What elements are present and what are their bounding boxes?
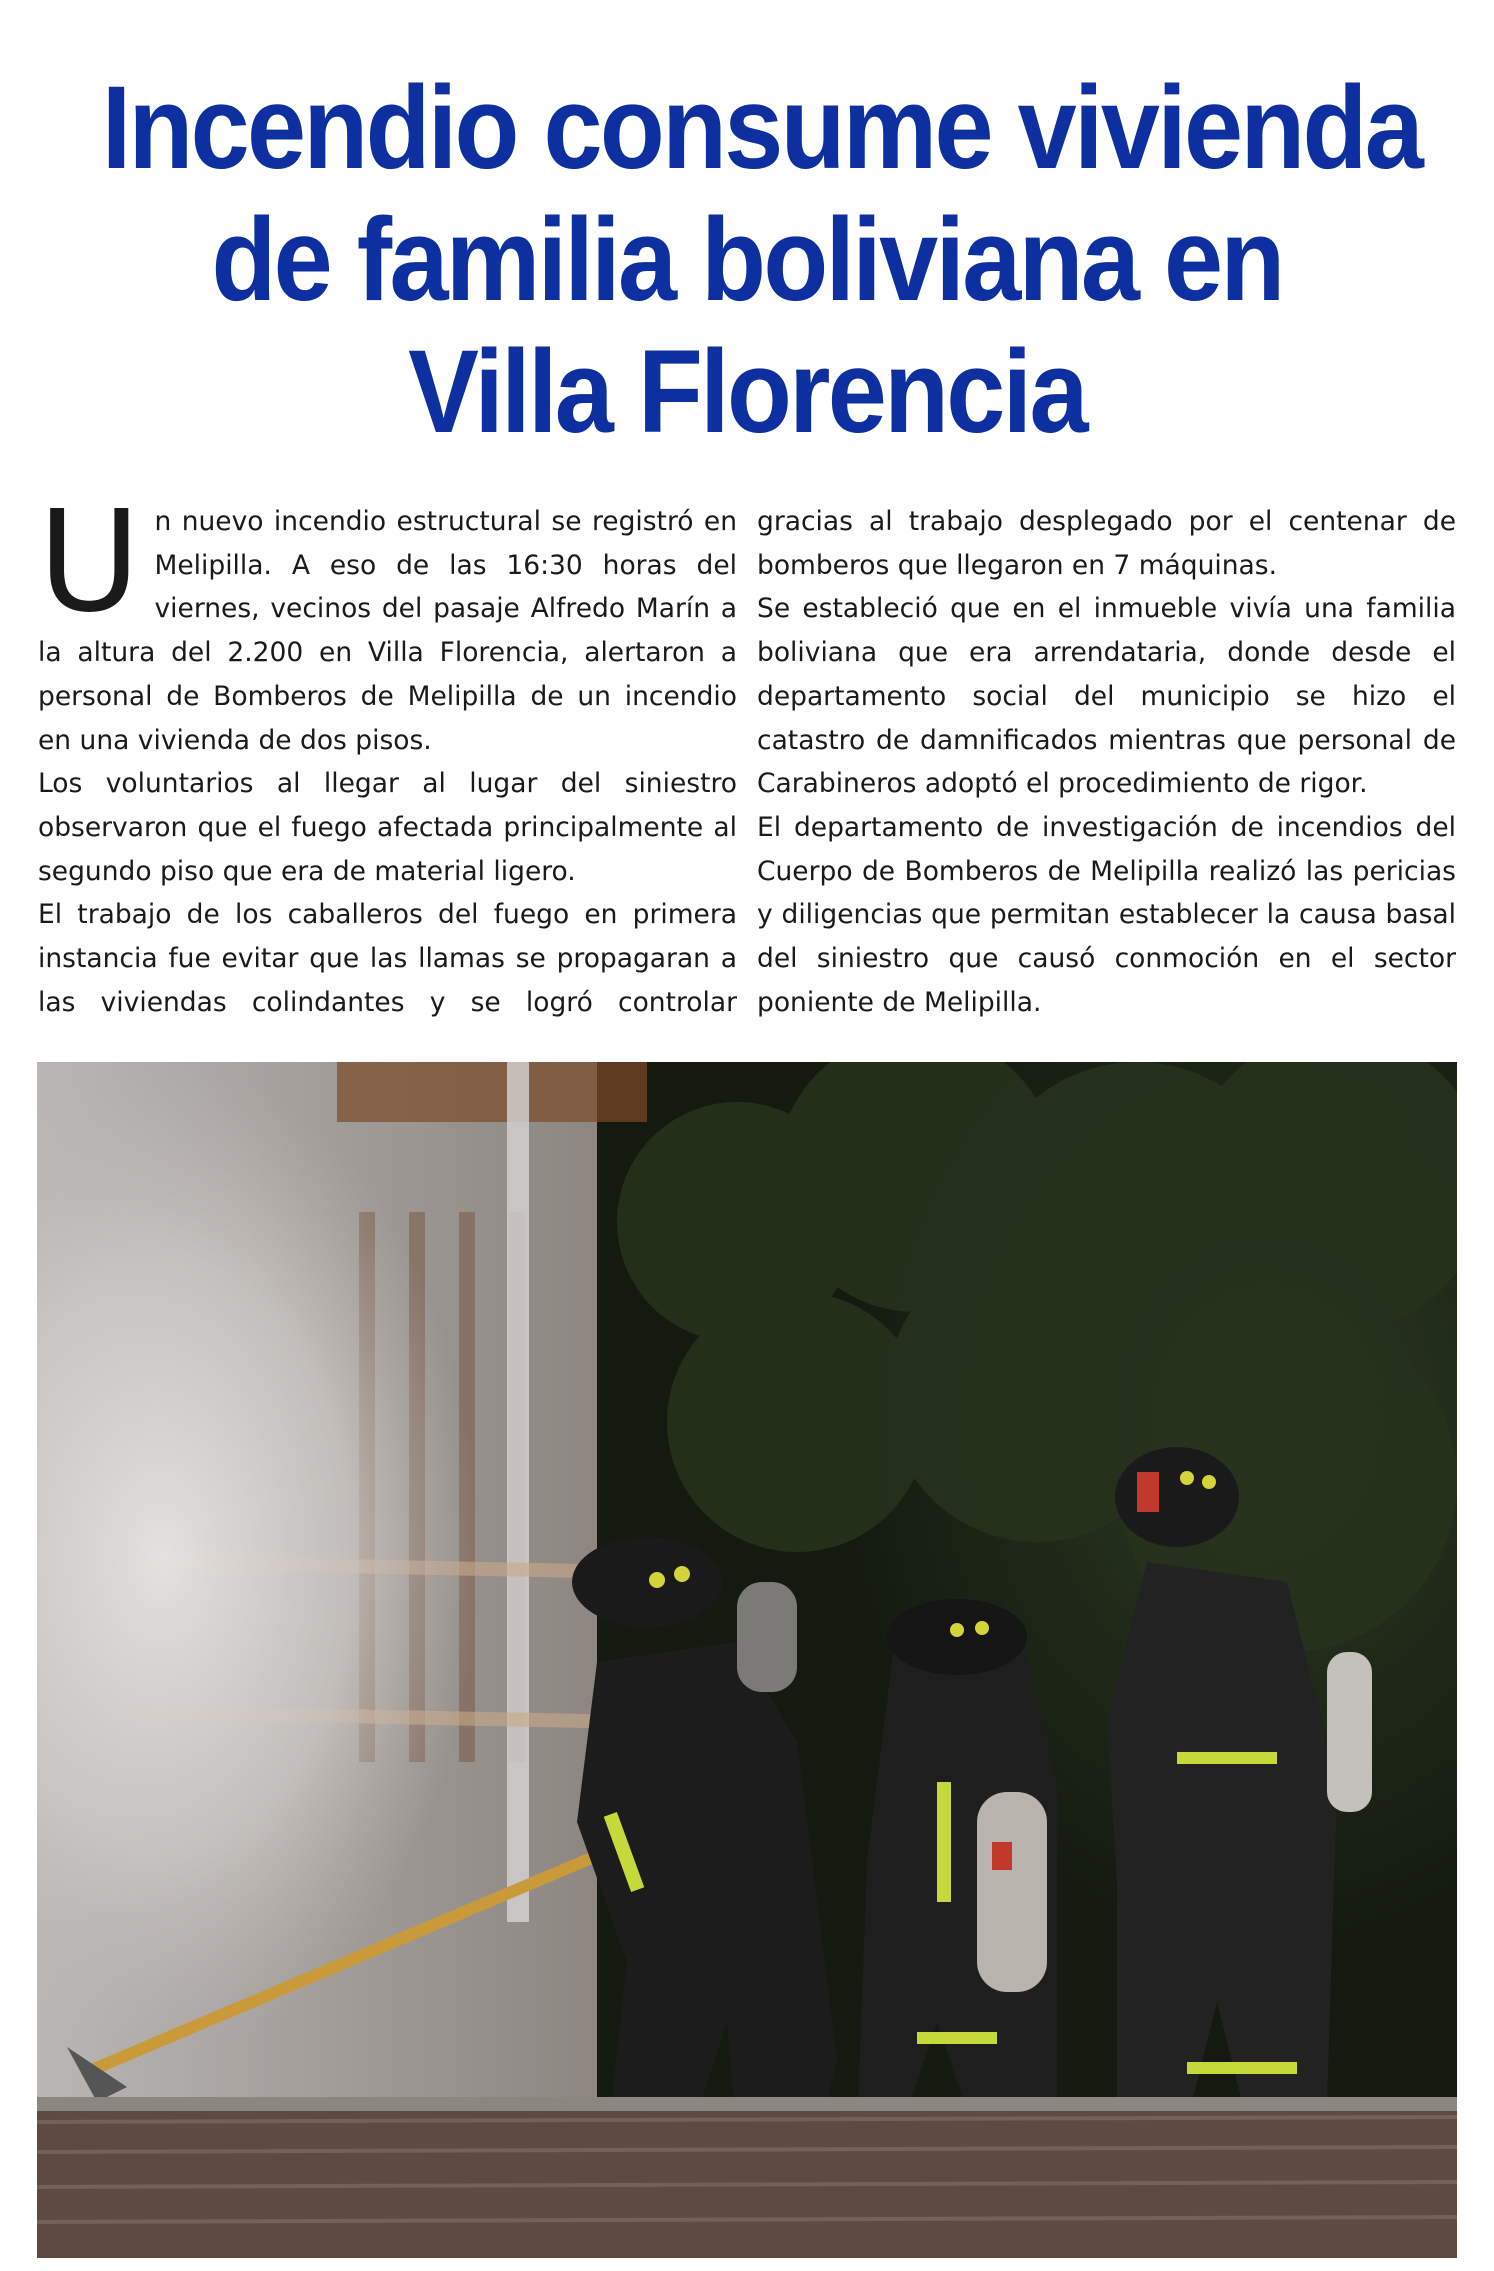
firefighters-photo <box>37 1062 1457 2258</box>
headline-line-1: Incendio consume vivienda <box>101 62 1422 194</box>
headline <box>101 62 1422 458</box>
article-photo <box>37 1062 1457 2258</box>
paragraph-4: Se estableció que en el inmueble vivía una familia boliviana que era arrendataria, donde desde el departamento social del municipio se hizo el catastro de damnificados mientras que personal de Carabineros adoptó el procedimiento de rigor. <box>757 593 1456 800</box>
paragraph-1-text: n nuevo incendio estructural se registró en Melipilla. A eso de las 16:30 horas del viernes, vecinos del pasaje Alfredo Marín a la altura del 2.200 en Villa Florencia, alertaron a personal de Bomberos de Melipilla de un incendio en una vivienda de dos pisos. <box>38 506 737 756</box>
paragraph-1 <box>38 481 737 762</box>
paragraph-3: El trabajo de los caballeros del fuego en primera instancia fue evitar que las llamas se propagaran a las viviendas colindantes y se logró controlar gracias al trabajo desplegado por el centenar de bomberos que llegaron en 7 máquinas. <box>38 506 1456 1018</box>
headline-line-3: Villa Florencia <box>408 326 1086 458</box>
paragraph-2: Los voluntarios al llegar al lugar del siniestro observaron que el fuego afectada principalmente al segundo piso que era de material ligero. <box>38 768 737 887</box>
drop-cap: U <box>38 481 141 644</box>
headline-line-2: de familia boliviana en <box>211 194 1283 326</box>
paragraph-5: El departamento de investigación de incendios del Cuerpo de Bomberos de Melipilla realizó las pericias y diligencias que permitan establecer la causa basal del siniestro que causó conmoción en el sector poniente de Melipilla. <box>757 811 1456 1018</box>
article-body <box>38 481 1456 1025</box>
